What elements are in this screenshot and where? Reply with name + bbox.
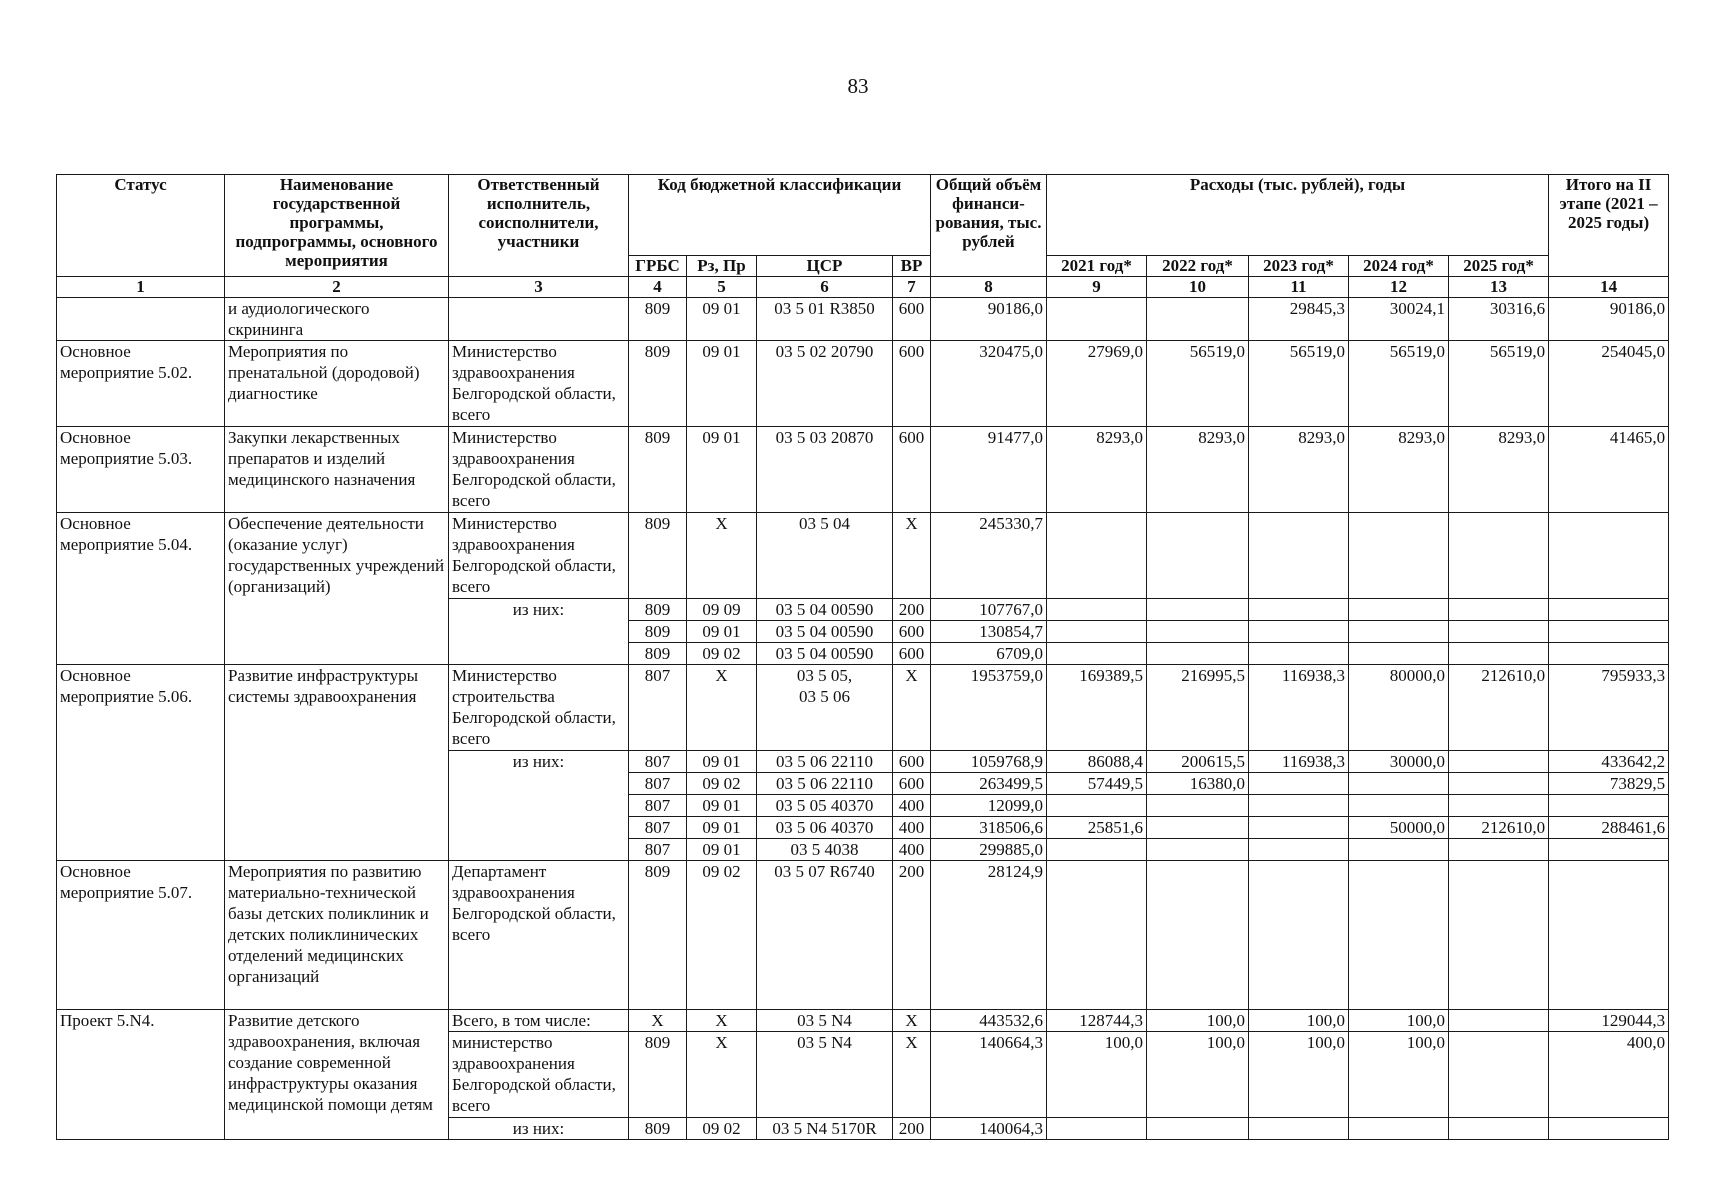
y2021-cell — [1047, 599, 1147, 621]
column-number: 11 — [1249, 277, 1349, 298]
vr-cell: 600 — [893, 621, 931, 643]
of-them-label: из них: — [449, 751, 629, 861]
name-cell: Закупки лекарственных препаратов и изделий медицинского назначения — [225, 427, 449, 513]
name-cell: и аудиологического скрининга — [225, 298, 449, 341]
csr-cell: 03 5 07 R6740 — [757, 861, 893, 1010]
status-cell: Основное мероприятие 5.07. — [57, 861, 225, 1010]
y2023-cell: 116938,3 — [1249, 665, 1349, 751]
y2022-cell: 8293,0 — [1147, 427, 1249, 513]
csr-cell: 03 5 04 00590 — [757, 621, 893, 643]
y2024-cell: 80000,0 — [1349, 665, 1449, 751]
grbs-cell: 809 — [629, 513, 687, 599]
itog-cell — [1549, 1118, 1669, 1140]
rzpr-cell: 09 01 — [687, 751, 757, 773]
grbs-cell: 807 — [629, 665, 687, 751]
y2024-cell: 56519,0 — [1349, 341, 1449, 427]
csr-cell: 03 5 N4 5170R — [757, 1118, 893, 1140]
total-cell: 443532,6 — [931, 1010, 1047, 1032]
responsible-cell — [449, 298, 629, 341]
column-number: 6 — [757, 277, 893, 298]
rzpr-cell: Х — [687, 1032, 757, 1118]
y2025-cell: 212610,0 — [1449, 817, 1549, 839]
y2021-cell: 86088,4 — [1047, 751, 1147, 773]
column-number: 2 — [225, 277, 449, 298]
y2023-cell — [1249, 1118, 1349, 1140]
y2023-cell — [1249, 643, 1349, 665]
y2025-cell: 56519,0 — [1449, 341, 1549, 427]
y2024-cell — [1349, 795, 1449, 817]
total-cell: 320475,0 — [931, 341, 1047, 427]
header-total-volume: Общий объём финанси- рования, тыс. рублей — [931, 175, 1047, 277]
y2023-cell — [1249, 599, 1349, 621]
total-cell: 28124,9 — [931, 861, 1047, 1010]
grbs-cell: 809 — [629, 1118, 687, 1140]
rzpr-cell: 09 09 — [687, 599, 757, 621]
total-cell: 12099,0 — [931, 795, 1047, 817]
column-number: 1 — [57, 277, 225, 298]
vr-cell: 600 — [893, 341, 931, 427]
header-rzpr: Рз, Пр — [687, 256, 757, 277]
total-cell: 140664,3 — [931, 1032, 1047, 1118]
y2025-cell: 30316,6 — [1449, 298, 1549, 341]
responsible-cell: Министерство строительства Белгородской области, всего — [449, 665, 629, 751]
y2022-cell — [1147, 298, 1249, 341]
vr-cell: Х — [893, 1010, 931, 1032]
itog-cell — [1549, 861, 1669, 1010]
y2023-cell — [1249, 621, 1349, 643]
y2021-cell — [1047, 643, 1147, 665]
grbs-cell: 807 — [629, 795, 687, 817]
y2025-cell — [1449, 773, 1549, 795]
vr-cell: 600 — [893, 298, 931, 341]
name-cell: Развитие инфраструктуры системы здравоохранения — [225, 665, 449, 861]
table-row — [57, 513, 1669, 599]
total-cell: 1059768,9 — [931, 751, 1047, 773]
y2025-cell — [1449, 1118, 1549, 1140]
csr-line: 03 5 05, — [796, 666, 853, 685]
column-number: 9 — [1047, 277, 1147, 298]
itog-cell — [1549, 513, 1669, 599]
y2025-cell — [1449, 1032, 1549, 1118]
rzpr-cell: 09 01 — [687, 817, 757, 839]
rzpr-cell: 09 01 — [687, 839, 757, 861]
csr-cell: 03 5 N4 — [757, 1010, 893, 1032]
rzpr-cell: 09 02 — [687, 1118, 757, 1140]
y2025-cell — [1449, 1010, 1549, 1032]
total-cell: 90186,0 — [931, 298, 1047, 341]
y2022-cell — [1147, 861, 1249, 1010]
grbs-cell: 807 — [629, 751, 687, 773]
itog-cell: 254045,0 — [1549, 341, 1669, 427]
y2025-cell: 8293,0 — [1449, 427, 1549, 513]
total-cell: 1953759,0 — [931, 665, 1047, 751]
rzpr-cell: 09 02 — [687, 773, 757, 795]
header-2025: 2025 год* — [1449, 256, 1549, 277]
status-cell: Основное мероприятие 5.04. — [57, 513, 225, 665]
vr-cell: 600 — [893, 751, 931, 773]
itog-cell: 41465,0 — [1549, 427, 1669, 513]
y2025-cell — [1449, 643, 1549, 665]
y2022-cell — [1147, 513, 1249, 599]
csr-cell: 03 5 06 22110 — [757, 751, 893, 773]
y2021-cell — [1047, 298, 1147, 341]
y2022-cell: 100,0 — [1147, 1010, 1249, 1032]
csr-cell — [757, 665, 893, 751]
responsible-cell: Министерство здравоохранения Белгородской области, всего — [449, 427, 629, 513]
csr-cell: 03 5 03 20870 — [757, 427, 893, 513]
csr-cell: 03 5 4038 — [757, 839, 893, 861]
grbs-cell: 807 — [629, 773, 687, 795]
header-2024: 2024 год* — [1349, 256, 1449, 277]
y2021-cell: 8293,0 — [1047, 427, 1147, 513]
grbs-cell: 809 — [629, 427, 687, 513]
grbs-cell: 807 — [629, 839, 687, 861]
itog-cell: 795933,3 — [1549, 665, 1669, 751]
column-number: 5 — [687, 277, 757, 298]
grbs-cell: 809 — [629, 1032, 687, 1118]
page-number: 83 — [847, 74, 869, 98]
csr-cell: 03 5 01 R3850 — [757, 298, 893, 341]
header-status: Статус — [57, 175, 225, 277]
column-number: 12 — [1349, 277, 1449, 298]
itog-cell — [1549, 599, 1669, 621]
itog-cell — [1549, 621, 1669, 643]
y2024-cell — [1349, 839, 1449, 861]
status-cell: Основное мероприятие 5.02. — [57, 341, 225, 427]
y2022-cell: 56519,0 — [1147, 341, 1249, 427]
y2022-cell: 100,0 — [1147, 1032, 1249, 1118]
grbs-cell: 809 — [629, 599, 687, 621]
itog-cell: 90186,0 — [1549, 298, 1669, 341]
vr-cell: 400 — [893, 839, 931, 861]
y2025-cell — [1449, 861, 1549, 1010]
rzpr-cell: 09 02 — [687, 861, 757, 1010]
status-cell: Проект 5.N4. — [57, 1010, 225, 1140]
y2022-cell: 16380,0 — [1147, 773, 1249, 795]
y2024-cell — [1349, 513, 1449, 599]
grbs-cell: 809 — [629, 298, 687, 341]
budget-table — [56, 174, 1669, 1140]
y2023-cell — [1249, 839, 1349, 861]
csr-cell: 03 5 04 — [757, 513, 893, 599]
y2023-cell — [1249, 773, 1349, 795]
responsible-cell: Министерство здравоохранения Белгородской области, всего — [449, 341, 629, 427]
rzpr-cell: Х — [687, 513, 757, 599]
y2021-cell: 169389,5 — [1047, 665, 1147, 751]
y2023-cell — [1249, 513, 1349, 599]
rzpr-cell: Х — [687, 1010, 757, 1032]
y2024-cell: 100,0 — [1349, 1032, 1449, 1118]
y2023-cell: 56519,0 — [1249, 341, 1349, 427]
header-2022: 2022 год* — [1147, 256, 1249, 277]
grbs-cell: 809 — [629, 621, 687, 643]
grbs-cell: 809 — [629, 643, 687, 665]
y2024-cell — [1349, 599, 1449, 621]
name-cell: Развитие детского здравоохранения, включая создание современной инфраструктуры оказания медицинской помощи детям — [225, 1010, 449, 1140]
rzpr-cell: 09 01 — [687, 341, 757, 427]
table-row — [57, 427, 1669, 513]
y2022-cell — [1147, 795, 1249, 817]
y2021-cell: 100,0 — [1047, 1032, 1147, 1118]
y2022-cell — [1147, 1118, 1249, 1140]
table-row — [57, 665, 1669, 751]
of-them-label: из них: — [449, 1118, 629, 1140]
y2024-cell: 30024,1 — [1349, 298, 1449, 341]
column-number: 10 — [1147, 277, 1249, 298]
column-number: 7 — [893, 277, 931, 298]
column-number: 4 — [629, 277, 687, 298]
total-cell: 130854,7 — [931, 621, 1047, 643]
y2025-cell — [1449, 599, 1549, 621]
grbs-cell: Х — [629, 1010, 687, 1032]
total-cell: 6709,0 — [931, 643, 1047, 665]
total-cell: 318506,6 — [931, 817, 1047, 839]
y2021-cell — [1047, 839, 1147, 861]
vr-cell: 200 — [893, 599, 931, 621]
vr-cell: Х — [893, 513, 931, 599]
header-name: Наименование государственной программы, подпрограммы, основного мероприятия — [225, 175, 449, 277]
y2021-cell: 25851,6 — [1047, 817, 1147, 839]
table-row — [57, 298, 1669, 341]
y2023-cell: 100,0 — [1249, 1032, 1349, 1118]
responsible-cell: Департамент здравоохранения Белгородской области, всего — [449, 861, 629, 1010]
table-row — [57, 341, 1669, 427]
csr-cell: 03 5 N4 — [757, 1032, 893, 1118]
rzpr-cell: 09 01 — [687, 621, 757, 643]
status-cell — [57, 298, 225, 341]
csr-cell: 03 5 06 40370 — [757, 817, 893, 839]
y2022-cell — [1147, 643, 1249, 665]
vr-cell: 400 — [893, 817, 931, 839]
vr-cell: 600 — [893, 643, 931, 665]
y2023-cell — [1249, 817, 1349, 839]
csr-cell: 03 5 04 00590 — [757, 643, 893, 665]
y2024-cell — [1349, 643, 1449, 665]
vr-cell: Х — [893, 1032, 931, 1118]
itog-cell — [1549, 795, 1669, 817]
y2022-cell — [1147, 599, 1249, 621]
y2024-cell — [1349, 773, 1449, 795]
rzpr-cell: 09 01 — [687, 795, 757, 817]
responsible-cell: Всего, в том числе: — [449, 1010, 629, 1032]
y2024-cell: 50000,0 — [1349, 817, 1449, 839]
responsible-cell: министерство здравоохранения Белгородской области, всего — [449, 1032, 629, 1118]
total-cell: 263499,5 — [931, 773, 1047, 795]
header-csr: ЦСР — [757, 256, 893, 277]
y2024-cell — [1349, 861, 1449, 1010]
status-cell: Основное мероприятие 5.03. — [57, 427, 225, 513]
header-grbs: ГРБС — [629, 256, 687, 277]
y2024-cell: 8293,0 — [1349, 427, 1449, 513]
grbs-cell: 809 — [629, 341, 687, 427]
total-cell: 140064,3 — [931, 1118, 1047, 1140]
y2021-cell — [1047, 861, 1147, 1010]
itog-cell: 129044,3 — [1549, 1010, 1669, 1032]
header-stage-total: Итого на II этапе (2021 – 2025 годы) — [1549, 175, 1669, 277]
header-2023: 2023 год* — [1249, 256, 1349, 277]
csr-cell: 03 5 05 40370 — [757, 795, 893, 817]
y2021-cell: 27969,0 — [1047, 341, 1147, 427]
y2023-cell — [1249, 861, 1349, 1010]
header-expenses: Расходы (тыс. рублей), годы — [1047, 175, 1549, 256]
y2024-cell — [1349, 1118, 1449, 1140]
vr-cell: 200 — [893, 1118, 931, 1140]
y2023-cell: 8293,0 — [1249, 427, 1349, 513]
csr-cell: 03 5 06 22110 — [757, 773, 893, 795]
grbs-cell: 807 — [629, 817, 687, 839]
column-number: 13 — [1449, 277, 1549, 298]
vr-cell: Х — [893, 665, 931, 751]
y2022-cell — [1147, 621, 1249, 643]
total-cell: 245330,7 — [931, 513, 1047, 599]
header-budget-code: Код бюджетной классификации — [629, 175, 931, 256]
y2021-cell — [1047, 795, 1147, 817]
column-number-row — [57, 277, 1669, 298]
column-number: 8 — [931, 277, 1047, 298]
rzpr-cell: 09 01 — [687, 298, 757, 341]
total-cell: 299885,0 — [931, 839, 1047, 861]
name-cell: Мероприятия по пренатальной (дородовой) диагностике — [225, 341, 449, 427]
table-row — [57, 1010, 1669, 1032]
y2022-cell — [1147, 839, 1249, 861]
y2021-cell: 128744,3 — [1047, 1010, 1147, 1032]
y2021-cell — [1047, 513, 1147, 599]
header-2021: 2021 год* — [1047, 256, 1147, 277]
y2025-cell: 212610,0 — [1449, 665, 1549, 751]
grbs-cell: 809 — [629, 861, 687, 1010]
y2025-cell — [1449, 621, 1549, 643]
y2021-cell — [1047, 1118, 1147, 1140]
itog-cell: 73829,5 — [1549, 773, 1669, 795]
y2024-cell: 100,0 — [1349, 1010, 1449, 1032]
itog-cell: 433642,2 — [1549, 751, 1669, 773]
of-them-label: из них: — [449, 599, 629, 665]
responsible-cell: Министерство здравоохранения Белгородской области, всего — [449, 513, 629, 599]
csr-cell: 03 5 02 20790 — [757, 341, 893, 427]
y2024-cell — [1349, 621, 1449, 643]
y2023-cell — [1249, 795, 1349, 817]
name-cell: Мероприятия по развитию материально-технической базы детских поликлиник и детских поликлинических отделений медицинских организаций — [225, 861, 449, 1010]
y2021-cell — [1047, 621, 1147, 643]
itog-cell — [1549, 643, 1669, 665]
total-cell: 91477,0 — [931, 427, 1047, 513]
y2023-cell: 100,0 — [1249, 1010, 1349, 1032]
header-responsible: Ответственный исполнитель, соисполнители, участники — [449, 175, 629, 277]
y2022-cell: 200615,5 — [1147, 751, 1249, 773]
rzpr-cell: 09 02 — [687, 643, 757, 665]
vr-cell: 400 — [893, 795, 931, 817]
y2025-cell — [1449, 839, 1549, 861]
y2023-cell: 29845,3 — [1249, 298, 1349, 341]
y2024-cell: 30000,0 — [1349, 751, 1449, 773]
name-cell: Обеспечение деятельности (оказание услуг) государственных учреждений (организаций) — [225, 513, 449, 665]
vr-cell: 200 — [893, 861, 931, 1010]
vr-cell: 600 — [893, 427, 931, 513]
column-number: 3 — [449, 277, 629, 298]
y2025-cell — [1449, 751, 1549, 773]
y2023-cell: 116938,3 — [1249, 751, 1349, 773]
y2025-cell — [1449, 513, 1549, 599]
table-row — [57, 861, 1669, 1010]
csr-cell: 03 5 04 00590 — [757, 599, 893, 621]
rzpr-cell: 09 01 — [687, 427, 757, 513]
y2022-cell: 216995,5 — [1147, 665, 1249, 751]
y2021-cell: 57449,5 — [1047, 773, 1147, 795]
itog-cell — [1549, 839, 1669, 861]
status-cell: Основное мероприятие 5.06. — [57, 665, 225, 861]
y2025-cell — [1449, 795, 1549, 817]
rzpr-cell: Х — [687, 665, 757, 751]
itog-cell: 288461,6 — [1549, 817, 1669, 839]
y2022-cell — [1147, 817, 1249, 839]
column-number: 14 — [1549, 277, 1669, 298]
header-vr: ВР — [893, 256, 931, 277]
vr-cell: 600 — [893, 773, 931, 795]
itog-cell: 400,0 — [1549, 1032, 1669, 1118]
total-cell: 107767,0 — [931, 599, 1047, 621]
csr-line: 03 5 06 — [799, 687, 850, 706]
